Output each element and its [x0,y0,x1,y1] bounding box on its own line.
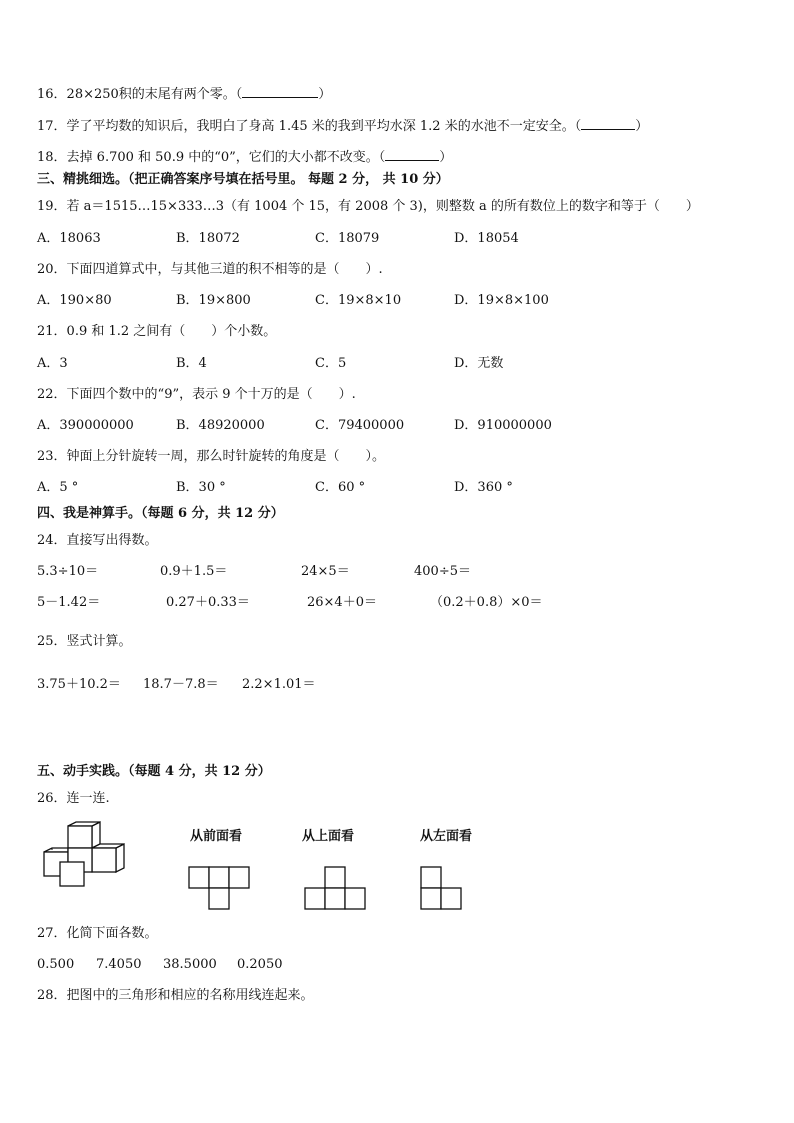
option-c[interactable]: C．60 ° [315,480,366,495]
question-26-text: 26．连一连. [37,791,110,806]
paren-close: ） [439,150,453,165]
option-c[interactable]: C．5 [315,356,347,371]
calc-item: 24×5＝ [301,564,350,579]
question-28-text: 28．把图中的三角形和相应的名称用线连起来。 [37,988,314,1003]
question-18-text: 18．去掉 6.700 和 50.9 中的“0”，它们的大小都不改变。（ [37,150,386,165]
option-d[interactable]: D．18054 [454,231,519,246]
question-18 [37,148,452,166]
section-4-heading: 四、我是神算手。（每题 6 分，共 12 分） [37,506,284,521]
calc-item: 3.75＋10.2＝ [37,677,121,692]
option-d[interactable]: D．19×8×100 [454,293,549,308]
view-label-front: 从前面看 [190,829,243,844]
question-22-text: 22．下面四个数中的“9”，表示 9 个十万的是（ ）. [37,387,356,402]
question-27-text: 27．化简下面各数。 [37,926,158,941]
option-c[interactable]: C．79400000 [315,418,405,433]
answer-blank[interactable] [242,85,318,98]
option-a[interactable]: A．190×80 [37,293,112,308]
section-3-heading: 三、精挑细选。（把正确答案序号填在括号里。 每题 2 分， 共 10 分） [37,172,449,187]
section-5-heading: 五、动手实践。（每题 4 分，共 12 分） [37,764,271,779]
option-d[interactable]: D．360 ° [454,480,513,495]
question-25-text: 25．竖式计算。 [37,634,132,649]
option-b[interactable]: B．18072 [176,231,240,246]
question-20-text: 20．下面四道算式中，与其他三道的积不相等的是（ ）. [37,262,383,277]
number-item: 38.5000 [163,957,217,972]
answer-blank[interactable] [581,117,635,130]
option-a[interactable]: A．3 [37,356,68,371]
question-21-text: 21．0.9 和 1.2 之间有（ ）个小数。 [37,324,277,339]
option-d[interactable]: D．无数 [454,356,504,371]
option-b[interactable]: B．48920000 [176,418,265,433]
cube-stack-figure [40,822,140,892]
option-b[interactable]: B．19×800 [176,293,251,308]
question-19-text: 19．若 a＝1515…15×333…3（有 1004 个 15，有 2008 个 3)，则整数 a 的所有数位上的数字和等于（ ） [37,199,699,214]
view-label-top: 从上面看 [302,829,355,844]
calc-item: 18.7－7.8＝ [143,677,219,692]
calc-item: （0.2＋0.8）×0＝ [430,595,543,610]
option-a[interactable]: A．5 ° [37,480,79,495]
question-24-text: 24．直接写出得数。 [37,533,158,548]
paren-close: ） [318,87,332,102]
option-c[interactable]: C．19×8×10 [315,293,402,308]
question-23-text: 23．钟面上分针旋转一周，那么时针旋转的角度是（ ）。 [37,449,386,464]
calc-item: 2.2×1.01＝ [242,677,316,692]
calc-item: 400÷5＝ [414,564,471,579]
calc-item: 5.3÷10＝ [37,564,99,579]
view-shape-inverted-t[interactable] [304,866,370,910]
option-a[interactable]: A．390000000 [37,418,134,433]
number-item: 0.2050 [237,957,283,972]
calc-item: 0.9＋1.5＝ [160,564,228,579]
option-a[interactable]: A．18063 [37,231,101,246]
question-16-text: 16．28×250积的末尾有两个零。（ [37,87,243,102]
calc-item: 26×4＋0＝ [307,595,377,610]
number-item: 7.4050 [96,957,142,972]
option-c[interactable]: C．18079 [315,231,380,246]
calc-item: 5－1.42＝ [37,595,101,610]
option-d[interactable]: D．910000000 [454,418,552,433]
view-shape-l[interactable] [420,866,466,912]
option-b[interactable]: B．4 [176,356,207,371]
calc-item: 0.27＋0.33＝ [166,595,250,610]
question-17 [37,117,648,135]
view-shape-t[interactable] [188,866,260,910]
answer-blank[interactable] [385,148,439,161]
paren-close: ） [635,119,649,134]
question-16 [37,85,331,103]
question-17-text: 17．学了平均数的知识后，我明白了身高 1.45 米的我到平均水深 1.2 米的水池不一定安全。（ [37,119,582,134]
option-b[interactable]: B．30 ° [176,480,226,495]
view-label-left: 从左面看 [420,829,473,844]
number-item: 0.500 [37,957,75,972]
